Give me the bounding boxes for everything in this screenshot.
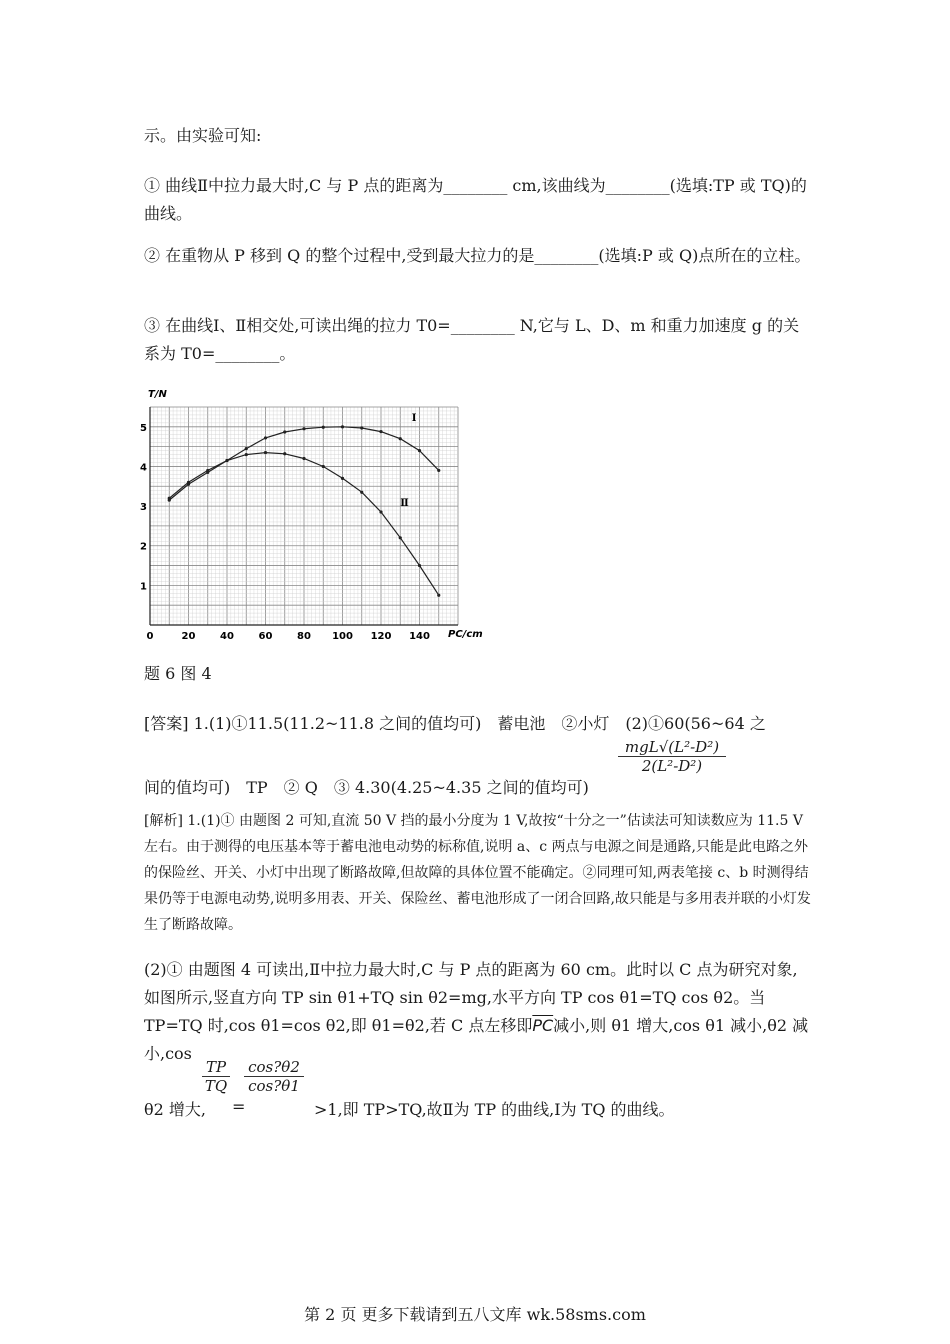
data-point [245,447,248,450]
formula-denominator: 2(L²-D²) [641,757,703,775]
frac1-num: TP [202,1058,230,1077]
tension-chart [138,383,488,645]
chart-grid [150,407,458,625]
frac2-den: cos?θ1 [248,1077,300,1095]
data-point [437,594,440,597]
y-tick-label: 4 [140,462,147,474]
answer-line-2: 间的值均可) TP ② Q ③ 4.30(4.25~4.35 之间的值均可) [144,778,589,797]
x-tick-label: 80 [297,631,311,642]
analysis-p2b-text: 减小,则 θ1 增大,cos θ1 减小,θ2 减小,cos [144,1016,809,1063]
data-point [206,469,209,472]
data-point [283,452,286,455]
data-point [225,459,228,462]
data-point [399,437,402,440]
x-tick-label: 140 [409,631,430,642]
y-tick-label: 2 [140,541,147,553]
equals-sign: = [232,1097,246,1116]
data-point [418,449,421,452]
x-tick-label: 60 [258,631,273,642]
data-point [302,457,305,460]
x-tick-label: 40 [220,631,234,642]
data-point [187,481,190,484]
series-label-1: Ⅰ [411,412,417,424]
formula-numerator: mgL√(L²-D²) [618,738,726,757]
answer-line-1: [答案] 1.(1)①11.5(11.2~11.8 之间的值均可) 蓄电池 ②小灯 (2)①60(56~64 之 [144,714,766,733]
pc-overline: $\overline{PC}$ [532,1016,554,1035]
data-point [341,477,344,480]
page-footer: 第 2 页 更多下载请到五八文库 wk.58sms.com [304,1305,646,1324]
frac2-num: cos?θ2 [244,1058,304,1077]
fraction-cos [244,1058,304,1095]
question-3: ③ 在曲线Ⅰ、Ⅱ相交处,可读出绳的拉力 T0=________ N,它与 L、D、m 和重力加速度 g 的关系为 T0=________。 [144,316,800,363]
fraction-tp-tq [202,1058,230,1095]
y-tick-label: 1 [140,581,147,593]
data-point [264,451,267,454]
analysis-p3a: θ2 增大, [144,1100,206,1119]
data-point [341,425,344,428]
question-1: ① 曲线Ⅱ中拉力最大时,C 与 P 点的距离为________ cm,该曲线为________(选填:TP 或 TQ)的曲线。 [144,176,807,223]
data-point [418,564,421,567]
analysis-paragraph-1: [解析] 1.(1)① 由题图 2 可知,直流 50 V 挡的最小分度为 1 V,故按“十分之一”估读法可知读数应为 11.5 V 左右。由于测得的电压基本等于蓄电池电动势的标称值,说明 a、c 两点与电源之间是通路,只能是此电路之外的保险丝、开关、小灯中出现了断路故障,但故障的具体位置不能确定。②同理可知,两表笔接 c、b 时测得结果仍等于电源电动势,说明多用表、开关、保险丝、蓄电池形成了一闭合回路,故只能是与多用表并联的小灯发生了断路故障。 [144,813,811,933]
x-tick-label: 20 [181,631,196,642]
data-point [437,469,440,472]
series-label-2: Ⅱ [400,498,409,510]
data-point [245,453,248,456]
figure-caption: 题 6 图 4 [144,664,212,683]
data-point [360,491,363,494]
data-point [264,436,267,439]
data-point [360,426,363,429]
answer-formula [618,738,726,775]
data-point [302,427,305,430]
x-axis-label: PC/cm [448,629,483,640]
data-point [379,510,382,513]
frac1-den: TQ [204,1077,228,1095]
data-point [322,465,325,468]
data-point [399,536,402,539]
question-2: ② 在重物从 P 移到 Q 的整个过程中,受到最大拉力的是________(选填:P 或 Q)点所在的立柱。 [144,246,811,265]
y-tick-label: 5 [140,422,147,434]
intro-text: 示。由实验可知: [144,126,262,145]
data-point [283,430,286,433]
analysis-p3b: >1,即 TP>TQ,故Ⅱ为 TP 的曲线,Ⅰ为 TQ 的曲线。 [314,1100,675,1119]
data-point [168,497,171,500]
analysis-paragraph-2 [144,956,812,1068]
data-point [379,430,382,433]
y-axis-label: T/N [148,389,167,400]
x-tick-label: 100 [332,631,353,642]
y-tick-label: 3 [140,502,147,514]
analysis-p2-text: (2)① 由题图 4 可读出,Ⅱ中拉力最大时,C 与 P 点的距离为 60 cm。此时以 C 点为研究对象,如图所示,竖直方向 TP sin θ1+TQ sin θ2=mg,水平方向 TP cos θ1=TQ cos θ2。当 TP=TQ 时,cos θ1=cos θ2,即 θ1=θ2,若 C 点左移即 [144,960,798,1035]
x-tick-label: 0 [146,631,154,642]
data-point [322,426,325,429]
x-tick-label: 120 [370,631,392,642]
